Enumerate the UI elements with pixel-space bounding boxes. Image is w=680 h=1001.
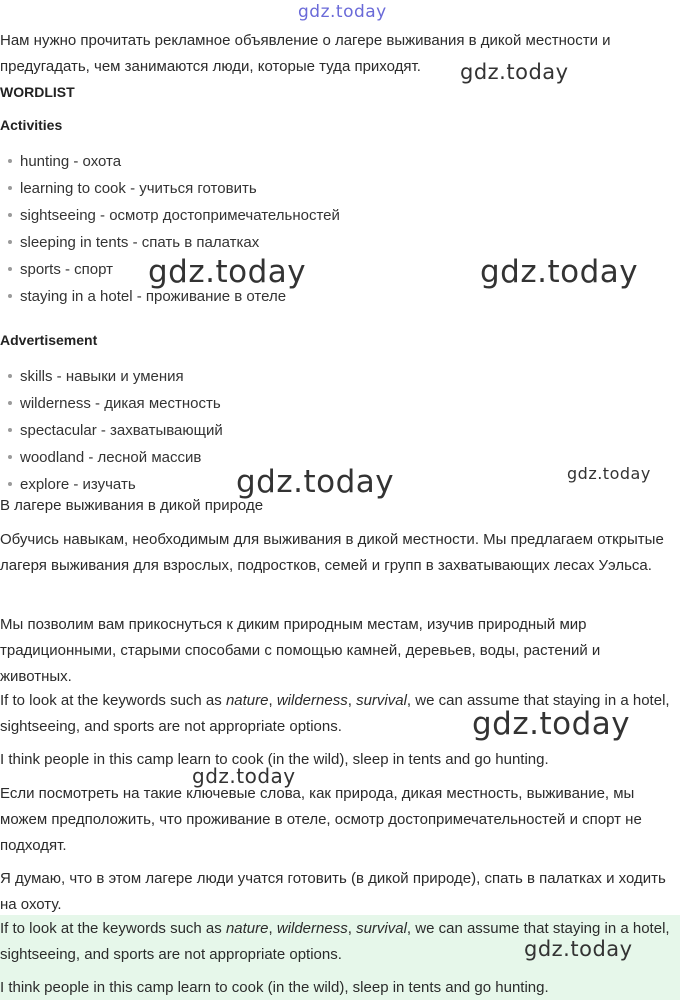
list-item: sports - спорт	[8, 256, 340, 283]
list-item: skills - навыки и умения	[8, 363, 223, 390]
bullet-icon	[8, 186, 12, 190]
list-item: staying in a hotel - проживание в отеле	[8, 283, 340, 310]
watermark: gdz.today	[472, 706, 631, 742]
bullet-icon	[8, 267, 12, 271]
watermark: gdz.today	[460, 60, 569, 84]
watermark: gdz.today	[480, 254, 639, 290]
bullet-icon	[8, 482, 12, 486]
bullet-icon	[8, 401, 12, 405]
list-item: wilderness - дикая местность	[8, 390, 223, 417]
activities-title: Activities	[0, 117, 63, 133]
watermark: gdz.today	[298, 2, 387, 22]
watermark: gdz.today	[524, 937, 633, 961]
watermark: gdz.today	[148, 254, 307, 290]
translation-paragraph-2: Мы позволим вам прикоснуться к диким природным местам, изучив природный мир традиционными, старыми способами с помощью камней, деревьев, воды, растений и животных.	[0, 616, 601, 685]
bullet-icon	[8, 455, 12, 459]
advertisement-list	[8, 363, 223, 498]
bullet-icon	[8, 294, 12, 298]
bullet-icon	[8, 374, 12, 378]
watermark: gdz.today	[192, 764, 296, 788]
answer-en-paragraph-repeat: If to look at the keywords such as nature, wilderness, survival, we can assume that staying in a hotel, sightseeing, and sports are not appropriate options.	[0, 920, 670, 963]
list-item: hunting - охота	[8, 148, 340, 175]
advertisement-title: Advertisement	[0, 332, 98, 348]
answer-ru-paragraph-1: Если посмотреть на такие ключевые слова, как природа, дикая местность, выживание, мы можем предположить, что проживание в отеле, осмотр достопримечательностей и спорт не подходят.	[0, 785, 642, 854]
keyword-wilderness: wilderness	[276, 692, 348, 709]
watermark: gdz.today	[567, 464, 651, 483]
answer-ru-paragraph-2: Я думаю, что в этом лагере люди учатся готовить (в дикой природе), спать в палатках и ходить на охоту.	[0, 870, 666, 913]
list-item: explore - изучать	[8, 471, 223, 498]
bullet-icon	[8, 159, 12, 163]
answer-en-line-2-repeat: I think people in this camp learn to cook (in the wild), sleep in tents and go hunting.	[0, 979, 549, 996]
list-item: learning to cook - учиться готовить	[8, 175, 340, 202]
translation-heading: В лагере выживания в дикой природе	[0, 497, 264, 514]
list-item: spectacular - захватывающий	[8, 417, 223, 444]
bullet-icon	[8, 240, 12, 244]
wordlist-title: WORDLIST	[0, 84, 75, 100]
list-item: sightseeing - осмотр достопримечательностей	[8, 202, 340, 229]
answer-en-line-2: I think people in this camp learn to cook (in the wild), sleep in tents and go hunting.	[0, 751, 549, 768]
watermark: gdz.today	[236, 464, 395, 500]
keyword-survival: survival	[356, 920, 407, 937]
list-item: woodland - лесной массив	[8, 444, 223, 471]
keyword-nature: nature	[225, 692, 269, 709]
keyword-nature: nature	[225, 920, 269, 937]
keyword-survival: survival	[356, 692, 407, 709]
answer-en-paragraph: If to look at the keywords such as nature, wilderness, survival, we can assume that staying in a hotel, sightseeing, and sports are not appropriate options.	[0, 692, 670, 735]
intro-paragraph: Нам нужно прочитать рекламное объявление о лагере выживания в дикой местности и предугадать, чем занимаются люди, которые туда приходят.	[0, 32, 611, 75]
translation-paragraph-1: Обучись навыкам, необходимым для выживания в дикой местности. Мы предлагаем открытые лагеря выживания для взрослых, подростков, семей и групп в захватывающих лесах Уэльса.	[0, 531, 664, 574]
bullet-icon	[8, 213, 12, 217]
bullet-icon	[8, 428, 12, 432]
keyword-wilderness: wilderness	[276, 920, 348, 937]
list-item: sleeping in tents - спать в палатках	[8, 229, 340, 256]
